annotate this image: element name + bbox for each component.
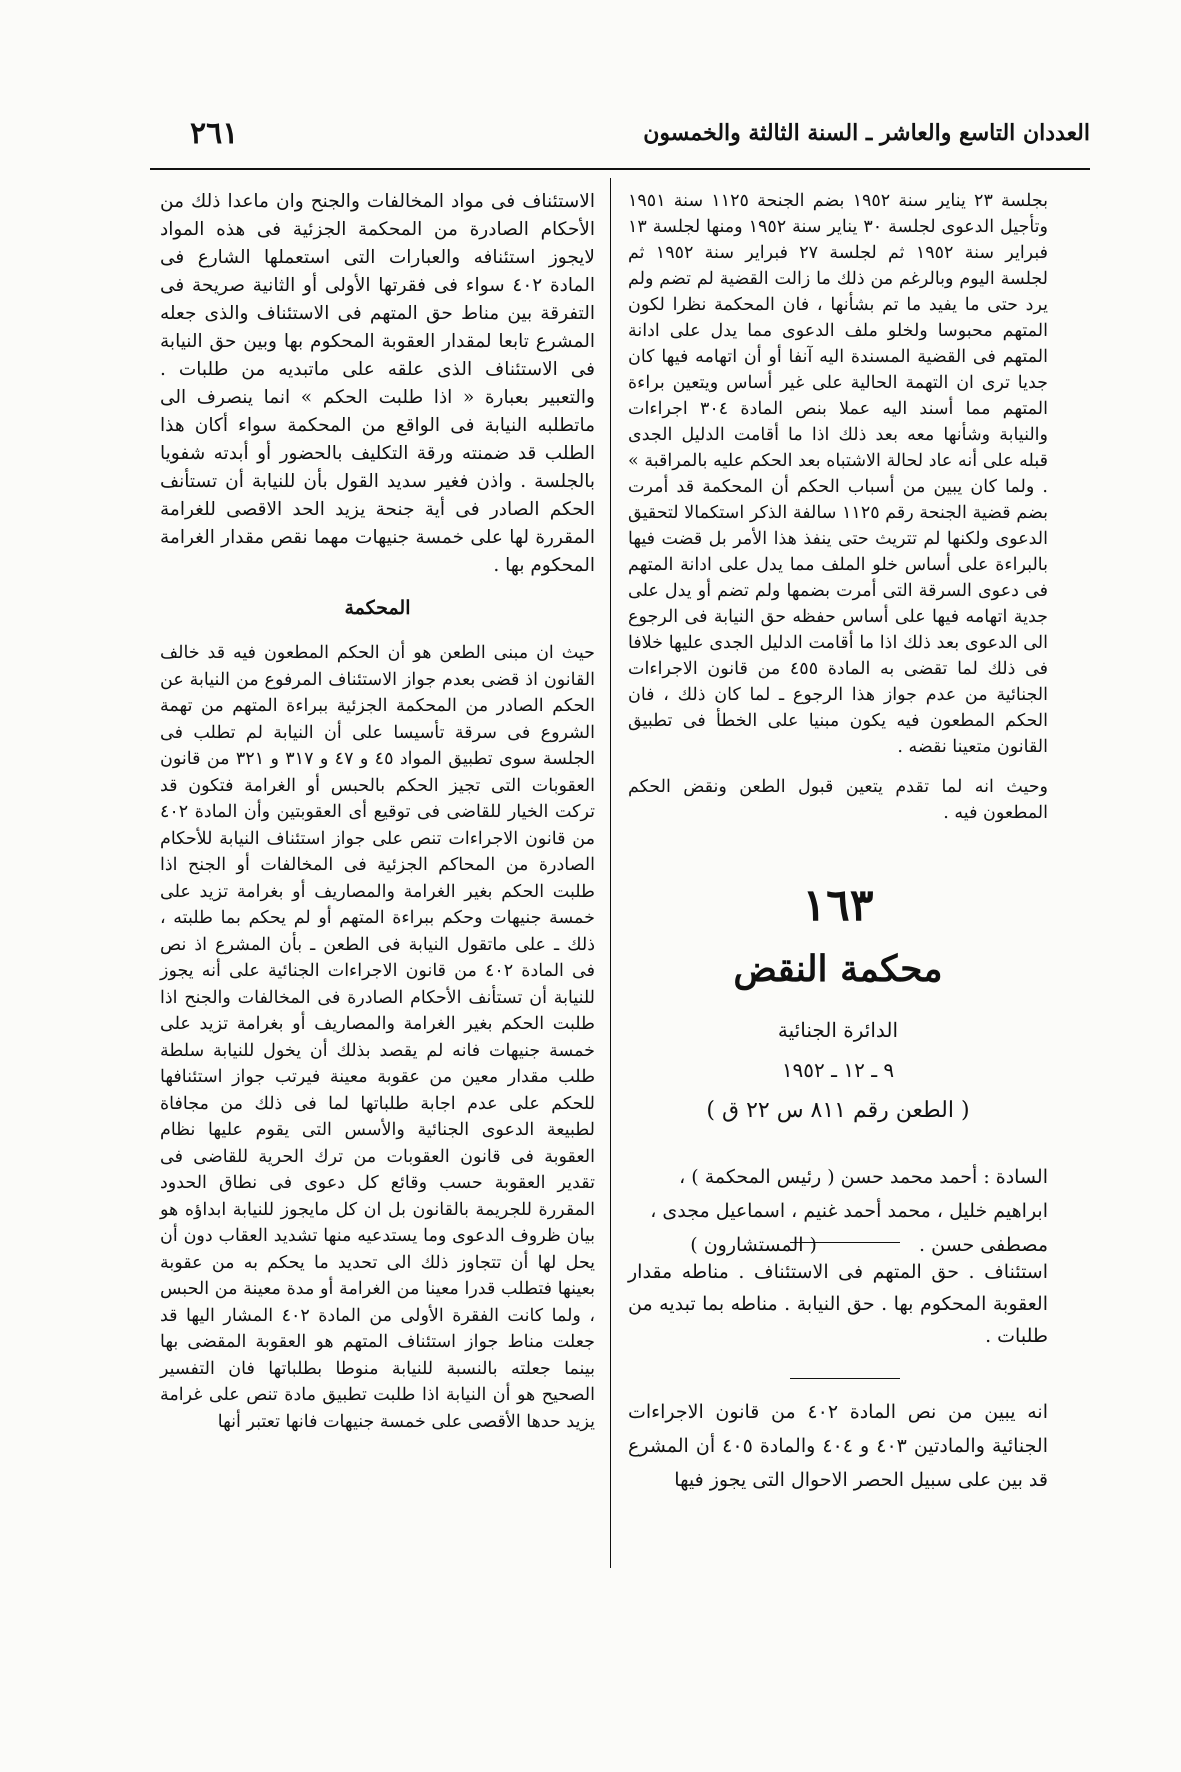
column-divider: [610, 178, 611, 1568]
case-date: ٩ ـ ١٢ ـ ١٩٥٢: [781, 1058, 895, 1082]
bench-names: مصطفى حسن .: [919, 1234, 1048, 1256]
bench-line: ابراهيم خليل ، محمد أحمد غنيم ، اسماعيل مجدى ،: [650, 1200, 1048, 1222]
running-head: العددان التاسع والعاشر ـ السنة الثالثة والخمسون: [643, 120, 1090, 146]
section-rule: [790, 1378, 900, 1379]
right-column-paragraph: بجلسة ٢٣ يناير سنة ١٩٥٢ بضم الجنحة ١١٢٥ سنة ١٩٥١ وتأجيل الدعوى لجلسة ٣٠ يناير سنة ١٩٥٢ ومنها لجلسة ١٣ فبراير سنة ١٩٥٢ ثم لجلسة ٢٧ فبراير سنة ١٩٥٢ ثم لجلسة اليوم وبالرغم من ذلك ما زالت القضية لم تضم ولم يرد حتى ما يفيد ما تم بشأنها ، فان المحكمة نظرا لكون المتهم محبوسا ولخلو ملف الدعوى مما يدل على ادانة المتهم فى القضية المسندة اليه آنفا أو أن اتهامه فيها كان جديا ترى ان التهمة الحالية على غير أساس ويتعين براءة المتهم مما أسند اليه عملا بنص المادة ٣٠٤ اجراءات والنيابة وشأنها معه بعد ذلك اذا ما أقامت الدليل الجدى قبله على أنه عاد لحالة الاشتباه بعد الحكم عليه بالمراقبة » . ولما كان يبين من أسباب الحكم أن المحكمة قد أمرت بضم قضية الجنحة رقم ١١٢٥ سالفة الذكر استكمالا لتحقيق الدعوى ولكنها لم تتريث حتى ينفذ هذا الأمر بل قضت فيها بالبراءة على أساس خلو الملف مما يدل على ادانة المتهم فى دعوى السرقة التى أمرت بضمها ولم تضم أو يدل على جدية اتهامه فيها على أساس حفظه حق النيابة فى الرجوع الى الدعوى بعد ذلك اذا ما أقامت الدليل الجدى عليها خلافا فى ذلك لما تقضى به المادة ٤٥٥ من قانون الاجراءات الجنائية من عدم جواز هذا الرجوع ـ لما كان ذلك ، فان الحكم المطعون فيه يكون مبنيا على الخطأ فى تطبيق القانون متعينا نقضه .: [628, 191, 1049, 757]
case-number: ١٦٣: [802, 880, 874, 931]
left-column-principle-continued: الاستئناف فى مواد المخالفات والجنح وان ماعدا ذلك من الأحكام الصادرة من المحكمة الجزئية فى هذه المواد لايجوز استئنافه والعبارات التى استعملها الشارع فى المادة ٤٠٢ سواء فى فقرتها الأولى أو الثانية صريحة فى التفرقة بين مناط حق المتهم فى الاستئناف والذى جعله المشرع تابعا لمقدار العقوبة المحكوم بها وبين حق النيابة فى الاستئناف الذى علقه على ماتبديه من طلبات . والتعبير بعبارة « اذا طلبت الحكم » انما ينصرف الى ماتطلبه النيابة فى الواقع من المحكمة سواء أكان هذا الطلب قد ضمنته ورقة التكليف بالحضور أو أبدته شفويا بالجلسة . واذن فغير سديد القول بأن للنيابة أن تستأنف الحكم الصادر فى أية جنحة يزيد الحد الاقصى للغرامة المقررة لها على خمسة جنيهات مهما نقص مقدار الغرامة المحكوم بها .: [160, 191, 595, 576]
left-column: [160, 188, 595, 1449]
bench-line: السادة : أحمد محمد حسن ( رئيس المحكمة ) ،: [679, 1166, 1048, 1188]
right-column-conclusion: وحيث انه لما تقدم يتعين قبول الطعن ونقض الحكم المطعون فيه .: [628, 777, 1048, 823]
page-header: [150, 116, 1090, 160]
left-column-reasoning: حيث ان مبنى الطعن هو أن الحكم المطعون فيه قد خالف القانون اذ قضى بعدم جواز الاستئناف المرفوع من النيابة عن الحكم الصادر من المحكمة الجزئية ببراءة المتهم من تهمة الشروع فى سرقة تأسيسا على أن النيابة لم تطلب فى الجلسة سوى تطبيق المواد ٤٥ و ٤٧ و ٣١٧ و ٣٢١ من قانون العقوبات التى تجيز الحكم بالحبس أو الغرامة فتكون قد تركت الخيار للقاضى فى توقيع أى العقوبتين وأن المادة ٤٠٢ من قانون الاجراءات تنص على جواز استئناف النيابة للأحكام الصادرة من المحاكم الجزئية فى المخالفات أو الجنح اذا طلبت الحكم بغير الغرامة والمصاريف أو بغرامة تزيد على خمسة جنيهات وحكم ببراءة المتهم أو لم يحكم بما طلبته ، ذلك ـ على ماتقول النيابة فى الطعن ـ بأن المشرع اذ نص فى المادة ٤٠٢ من قانون الاجراءات الجنائية على أنه يجوز للنيابة أن تستأنف الأحكام الصادرة فى المخالفات والجنح اذا طلبت الحكم بغير الغرامة والمصاريف أو بغرامة تزيد على خمسة جنيهات فانه لم يقصد بذلك أن يخول للنيابة سلطة طلب مقدار معين من عقوبة معينة فيرتب جواز استئنافها للحكم على عدم اجابة طلباتها لما فى ذلك من مجافاة لطبيعة الدعوى الجنائية والأسس التى يقوم عليها نظام العقوبة فى قانون العقوبات من ترك الحرية للقاضى فى تقدير العقوبة حسب وقائع كل دعوى فى نطاق الحدود المقررة للجريمة بالقانون بل ان كل مايجوز للنيابة ابداؤه هو بيان ظروف الدعوى وما يستدعيه منها تشديد العقاب دون أن يحل لها أن تتجاوز ذلك الى تحديد ما يحكم به من عقوبة بعينها فتطلب قدرا معينا من الغرامة أو مدة معينة من الحبس ، ولما كانت الفقرة الأولى من المادة ٤٠٢ المشار اليها قد جعلت مناط جواز استئناف المتهم هو العقوبة المقضى بها بينما جعلته بالنسبة للنيابة منوطا بطلباتها فان التفسير الصحيح هو أن النيابة اذا طلبت تطبيق مادة تنص على غرامة يزيد حدها الأقصى على خمسة جنيهات فانها تعتبر أنها: [160, 643, 596, 1432]
court-circuit: الدائرة الجنائية: [777, 1018, 899, 1042]
section-heading: المحكمة: [344, 597, 411, 619]
section-rule: [790, 1242, 900, 1243]
right-column: [628, 188, 1048, 840]
court-name: محكمة النقض: [733, 948, 943, 990]
page-number: ٢٦١: [190, 116, 239, 151]
appeal-number: ( الطعن رقم ٨١١ س ٢٢ ق ): [706, 1098, 970, 1123]
bench-members: [628, 1160, 1048, 1262]
keywords-summary: استئناف . حق المتهم فى الاستئناف . مناطه مقدار العقوبة المحكوم بها . حق النيابة . مناطه بما تبديه من طلبات .: [628, 1261, 1048, 1347]
legal-principle: انه يبين من نص المادة ٤٠٢ من قانون الاجراءات الجنائية والمادتين ٤٠٣ و ٤٠٤ والمادة ٤٠٥ أن المشرع قد بين على سبيل الحصر الاحوال التى يجوز فيها: [628, 1401, 1049, 1491]
bench-role: ( المستشارون ): [690, 1234, 817, 1256]
header-rule: [150, 168, 1090, 170]
